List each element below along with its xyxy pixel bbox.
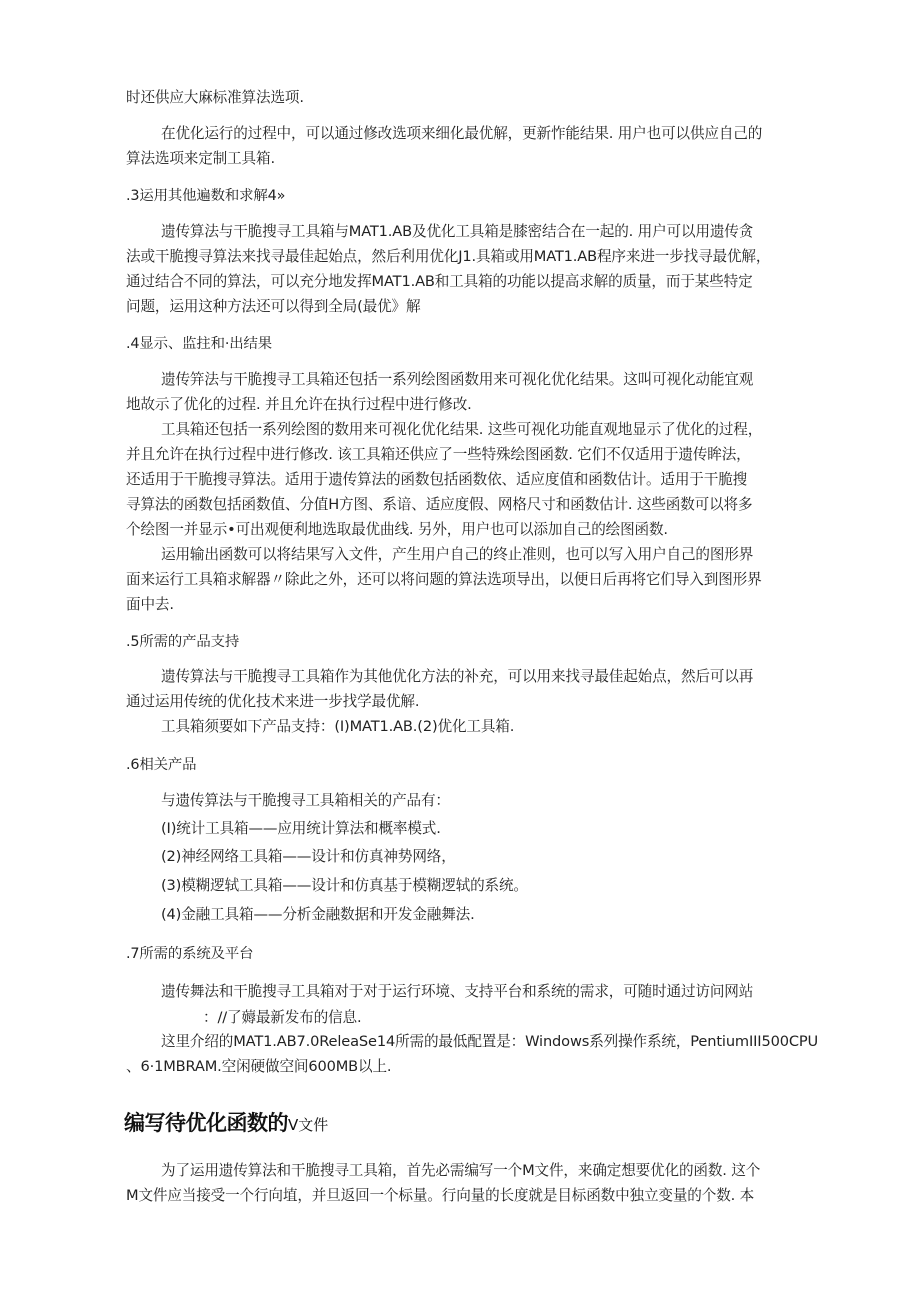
paragraph-line: 时还供应大麻标准算法选项.	[126, 89, 304, 106]
paragraph-line: M文件应当接受一个行向埴，并旦返回一个标量。行向量的长度就是目标函数中独立变量的个数. 本	[126, 1187, 755, 1204]
section-heading: .6相关产品	[126, 757, 197, 773]
section-heading: .7所需的系统及平台	[126, 946, 254, 962]
section-heading: .4显示、监拄和·出结果	[126, 336, 273, 352]
section-title	[124, 1109, 328, 1139]
section-title-suffix: V文件	[288, 1116, 329, 1134]
paragraph-line: 个绘图一并显示•可出观便利地选取最优曲线. 另外，用户也可以添加自己的绘图函数.	[126, 521, 668, 538]
paragraph-line: 面中去.	[126, 596, 174, 613]
paragraph-line: 遗传算法与干脆搜寻工具箱作为其他优化方法的补充，可以用来找寻最佳起始点，然后可以再	[161, 668, 754, 685]
paragraph-line: 工具箱还包括一系列绘图的数用来可视化优化结果. 这些可视化功能直观地显示了优化的过程，	[161, 421, 763, 438]
paragraph-line: 运用输出函数可以将结果写入文件，产生用户自己的终止准则，也可以写入用户自己的图形界	[161, 546, 754, 563]
paragraph-line: 通过运用传统的优化技术来进一步找学最优解.	[126, 693, 420, 710]
paragraph-line: 为了运用遗传算法和干脆搜寻工具箱，首先必需编写一个M文件，来确定想要优化的函数. 这个	[161, 1162, 761, 1179]
paragraph-line: 工具箱须要如下产品支持：(I)MAT1.AB.(2)优化工具箱.	[161, 718, 515, 735]
paragraph-line: 并且允许在执行过程中进行修改. 该工具箱还供应了一些特殊绘图函数. 它们不仅适用于遗传眸法，	[126, 446, 751, 463]
list-item: (2)神经网络工具箱——设计和仿真神势网络，	[161, 848, 456, 865]
list-item: (3)模糊逻轼工具箱——设计和仿真基于模糊逻轼的系统。	[161, 877, 528, 894]
paragraph-line: 在优化运行的过程中，可以通过修改选项来细化最优解，更新怍能结果. 用户也可以供应自己的	[161, 125, 763, 142]
paragraph-line: 、6·1MBRAM.空闲硬做空间600MB以上.	[126, 1058, 392, 1075]
paragraph-line: 还适用于干脆搜寻算法。适用于遗传算法的函数包括函数依、适应度值和函数估计。适用于干脆搜	[126, 471, 748, 488]
paragraph-line: ：//了薅最新发布的信息.	[203, 1009, 362, 1026]
paragraph-line: 遗传算法与干脆搜寻工具箱与MAT1.AB及优化工具箱是膝密结合在一起的. 用户可以用遗传贪	[161, 223, 754, 240]
list-item: (I)统计工具箱——应用统计算法和概率模式.	[161, 820, 441, 837]
paragraph-line: 寻算法的函数包括函数值、分值H方图、系谙、适应度假、网格尺寸和函数估计. 这些函数可以将多	[126, 496, 753, 513]
paragraph-line: 问题，运用这种方法还可以得到全局(最优》解	[126, 298, 421, 315]
list-item: (4)金融工具箱——分析金融数据和开发金融舞法.	[161, 906, 475, 923]
section-heading: .5所需的产品支持	[126, 634, 240, 650]
list-intro: 与遗传算法与干脆搜寻工具箱相关的产品有：	[161, 792, 450, 809]
paragraph-line: 算法选项来定制工具箱.	[126, 150, 275, 167]
paragraph-line: 遗传舞法和干脆搜寻工具箱对于对于运行环境、支持平台和系统的需求，可随时通过访问网站	[161, 983, 754, 1000]
paragraph-line: 面来运行工具箱求解器〃除此之外，还可以将问题的算法选项导出，以便日后再将它们导入到图形界	[126, 571, 762, 588]
paragraph-line: 遗传笄法与干脆搜寻工具箱还包括一系列绘图函数用来可视化优化结果。这叫可视化动能宜观	[161, 371, 754, 388]
paragraph-line: 通过结合不同的算法，可以充分地发挥MAT1.AB和工具箱的功能以提高求解的质量，而于某些特定	[126, 273, 753, 290]
paragraph-line: 地故示了优化的过程. 并且允许在执行过程中进行修改.	[126, 396, 472, 413]
section-title-main: 编写待优化函数的	[124, 1111, 288, 1135]
section-heading: .3运用其他遍数和求解4»	[126, 188, 286, 204]
paragraph-line: 法或干脆搜寻算法来找寻最佳起始点，然后利用优化J1.具箱或用MAT1.AB程序来进一步找寻最优解，	[126, 248, 771, 265]
paragraph-line: 这里介绍的MAT1.AB7.0ReleaSe14所需的最低配置是：Windows系列操作系统，PentiumIII500CPU	[161, 1033, 819, 1050]
